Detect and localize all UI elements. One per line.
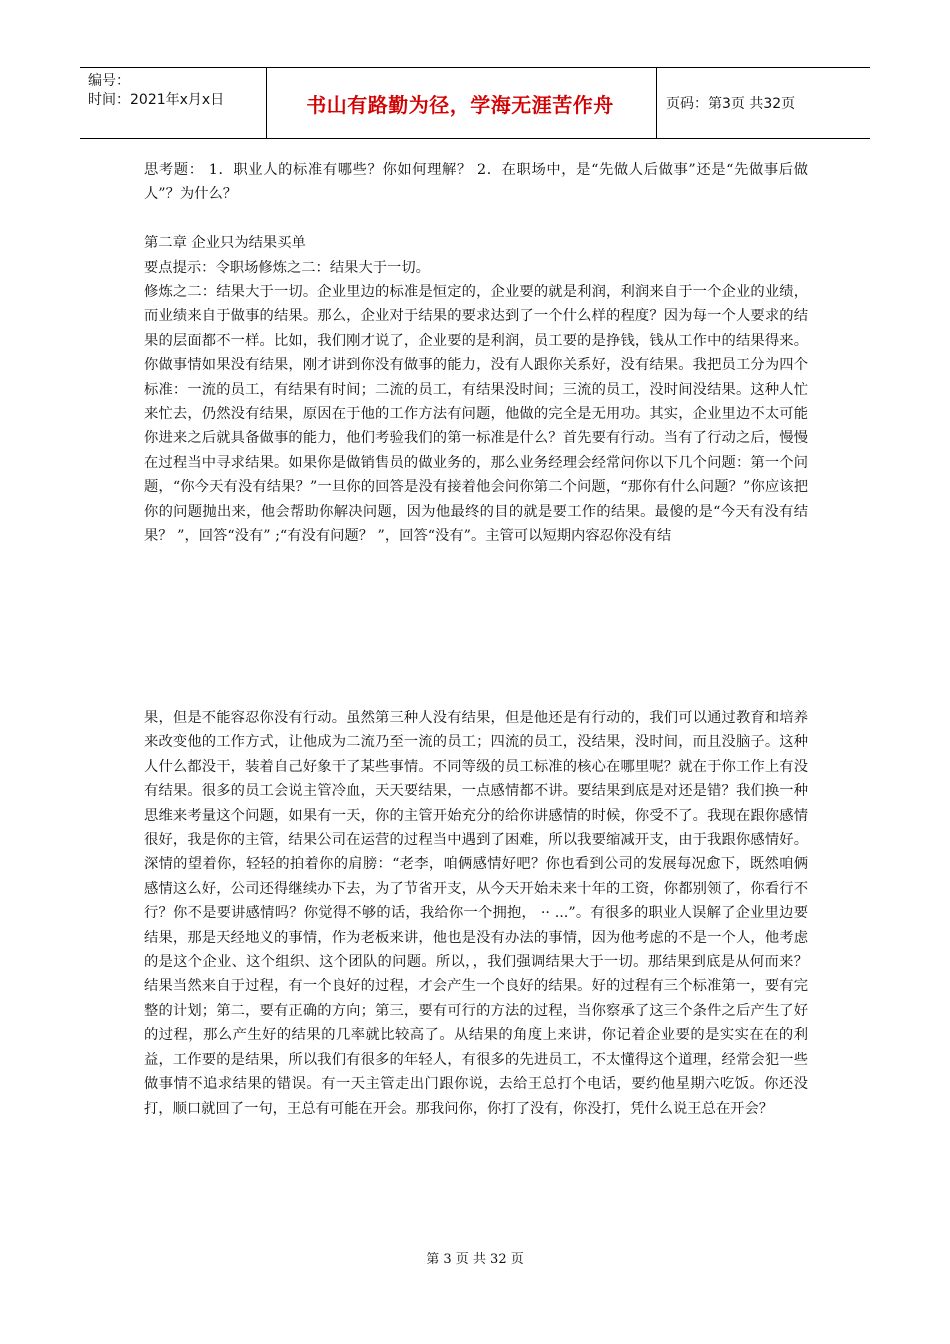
- header-motto: 书山有路勤为径，学海无涯苦作舟: [306, 92, 614, 117]
- chapter-title: 第二章 企业只为结果买单: [144, 235, 306, 252]
- main-content-top: [144, 158, 808, 548]
- header-meta: [88, 72, 264, 110]
- main-content-bottom: [144, 706, 808, 1121]
- key-point: 要点提示：令职场修炼之二：结果大于一切。: [144, 259, 430, 276]
- body-paragraph-2: 果，但是不能容忍你没有行动。虽然第三种人没有结果，但是他还是有行动的，我们可以通过教育和培养来改变他的工作方式，让他成为二流乃至一流的员工；四流的员工，没结果，没时间，而且没脑子。这种人什么都没干，装着自己好象干了某些事情。不同等级的员工标准的核心在哪里呢？就在于你工作上有没有结果。很多的员工会说主管冷血，天天要结果，一点感情都不讲。要结果到底是对还是错？我们换一种思维来考量这个问题，如果有一天，你的主管开始充分的给你讲感情的时候，你受不了。我现在跟你感情很好，我是你的主管，结果公司在运营的过程当中遇到了困难，所以我要缩减开支，由于我跟你感情好。深情的望着你，轻轻的拍着你的肩膀：“老李，咱俩感情好吧？你也看到公司的发展每况愈下，既然咱俩感情这么好，公司还得继续办下去，为了节省开支，从今天开始未来十年的工资，你都别领了，你看行不行？你不是要讲感情吗？你觉得不够的话，我给你一个拥抱， ·· ...”。有很多的职业人误解了企业里边要结果，那是天经地义的事情，作为老板来讲，他也是没有办法的事情，因为他考虑的不是一个人，他考虑的是这个企业、这个组织、这个团队的问题。所以，，我们强调结果大于一切。那结果到底是从何而来？结果当然来自于过程，有一个良好的过程，才会产生一个良好的结果。好的过程有三个标准第一，要有完整的计划；第二，要有正确的方向；第三，要有可行的方法的过程，当你察承了这三个条件之后产生了好的过程，那么产生好的结果的几率就比较高了。从结果的角度上来讲，你记着企业要的是实实在在的利益，工作要的是结果，所以我们有很多的年轻人，有很多的先进员工，不太懂得这个道理，经常会犯一些做事情不追求结果的错误。有一天主管走出门跟你说，去给王总打个电话，要约他星期六吃饭。你还没打，顺口就回了一句，王总有可能在开会。那我问你，你打了没有，你没打，凭什么说王总在开会？: [144, 710, 808, 1117]
- header-page-info: 页码：第3页 共32页: [666, 96, 796, 112]
- header-number-label: 编号：: [88, 73, 130, 89]
- page-footer: 第 3 页 共 32 页: [426, 1252, 524, 1267]
- body-paragraph-1: 修炼之二：结果大于一切。企业里边的标准是恒定的，企业要的就是利润，利润来自于一个企业的业绩，而业绩来自于做事的结果。那么，企业对于结果的要求达到了一个什么样的程度？因为每一个人要求的结果的层面都不一样。比如，我们刚才说了，企业要的是利润，员工要的是挣钱，钱从工作中的结果得来。你做事情如果没有结果，刚才讲到你没有做事的能力，没有人跟你关系好，没有结果。我把员工分为四个标准：一流的员工，有结果有时间；二流的员工，有结果没时间；三流的员工，没时间没结果。这种人忙来忙去，仍然没有结果，原因在于他的工作方法有问题，他做的完全是无用功。其实，企业里边不太可能你进来之后就具备做事的能力，他们考验我们的第一标准是什么？首先要有行动。当有了行动之后，慢慢在过程当中寻求结果。如果你是做销售员的做业务的，那么业务经理会经常问你以下几个问题：第一个问题，“你今天有没有结果？”一旦你的回答是没有接着他会问你第二个问题，“那你有什么问题？”你应该把你的问题抛出来，他会帮助你解决问题，因为他最终的目的就是要工作的结果。最傻的是“今天有没有结果？ ”，回答“没有” ;“有没有问题？ ”，回答“没有”。主管可以短期内容忍你没有结: [144, 284, 808, 545]
- header-divider-left: [266, 68, 267, 138]
- question-paragraph: 思考题： 1．职业人的标准有哪些？你如何理解？ 2．在职场中，是“先做人后做事”还是“先做事后做人”？为什么？: [144, 162, 808, 203]
- spacer: [144, 207, 808, 231]
- header-divider-right: [656, 68, 657, 138]
- page-header: [80, 67, 870, 139]
- header-time-label: 时间：2021年x月x日: [88, 92, 225, 108]
